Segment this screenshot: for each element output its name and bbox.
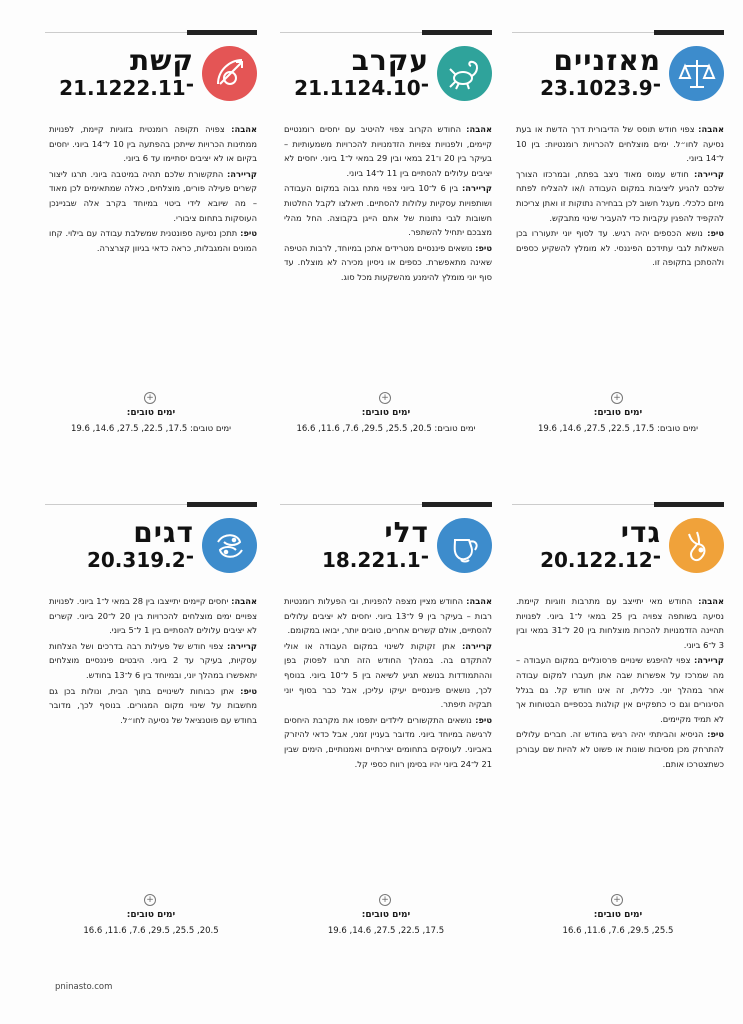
love-paragraph: אהבה: צפויה תקופה רומנטית בזוגיות קיימת, לפנויות ממתינות הכרויות שייתכן בהפתעה בין 10 ל־14 ביוני. יחסים בקיום או לא יציבים יסתיימו עד 6 ביוני. [49,124,257,164]
card-header [512,46,724,108]
tip-paragraph: טיפ: אתן כבוחות לשינויים בתוך הבית, ונולות בכן גם מחשבות על שינוי מקום המגורים. בנוסף לכך, מדובר בחודש עם פוטנציאל של נסיעה לחו״ל. [49,685,257,725]
good-days-title: ימים טובים: [593,910,643,920]
horoscope-text [284,122,492,286]
scorpion-icon [437,46,492,101]
footer-url[interactable]: pninasto.com [55,982,113,992]
sign-name: דלי [384,516,429,549]
tip-paragraph: טיפ: הניסיא והביתתי יהיה רגיש בחודש זה. חברים עלולים להתרחק מכן מסיבות שונות או פשוט לא להיות שם עבורכן כשתצטרכו אותם. [516,729,724,769]
sign-card-capricorn [512,502,724,972]
horoscope-text [516,122,724,271]
love-paragraph: אהבה: יחסים קיימים יתייצבו בין 28 במאי ל־1 ביוני. לפנויות צפויים ימים מוצלחים להכרויות בין 20 ל־20 ביוני. קשרים לא יציבים עלולים להסתיים בין 1 ל־5 ביוני. [49,596,257,636]
card-top-bar [187,30,257,35]
career-paragraph: קריירה: צפוי חודש של פעילות רבה בדרכים ושל הצלחות עסקיות, בעיקר עד 2 ביוני. היבטים פיננסיים מוצלחים יתאפשרו במהלך יוני, ובמיוחד בין 6 ל־13 בחודש. [49,640,257,680]
good-days-title: ימים טובים: [361,408,411,418]
sign-card-aquarius [280,502,492,972]
good-days-list: 17.5, 22.5, 27.5, 14.6, 19.6 [327,926,445,936]
career-paragraph: קריירה: אתן זקוקות לשינוי במקום העבודה או אולי להתקדם בה. במהלך החודש הזה תרגו לפסוק בפן וההתמודדות בנושא תגיע לשיאה בין 5 ל־10 ביוני. בנוסף לכך, נושאים פיננסיים יעיקו עליכן, אבל כבר בסוף יוני תבקיה תיפתר. [284,640,492,710]
sign-card-sagittarius [45,30,257,450]
career-paragraph: קריירה: התקשורת שלכם תהיה במיטבה ביוני. תרגו ליצור קשרים פעילה פורים, מוצלחים, כאלה שמתאימים לכן מאוד – מה שיובא לידי ביטוי במיוחד בקרב אלה שבניינכן העוסקות בתחום ציבורי. [49,168,257,223]
good-days-list: 25.5, 29.5, 7.6, 11.6, 16.6 [562,926,674,936]
tip-paragraph: טיפ: תתכן נסיעה ספונטנית שמשלבת עבודה עם בילוי. קחו המונים והמגבלות, כראה כדאי בגיוון קצרצרה. [49,228,257,253]
plus-icon: + [379,894,391,906]
love-paragraph: אהבה: צפוי חודש תוסס של הדיבורית דרך הדשת או בעת נסיעה לחו״ל. ימים מוצלחים להכרויות רומנטיות: בין 10 ל־14 ביוני. [516,124,724,164]
love-paragraph: אהבה: החודש הקרוב צפוי להיטיב עם יחסים רומנטיים קיימים, ולפנויות צפויות הזדמנויות להכרויות משמעותיות – בעיקר בין 20 ו־21 במאי ובין 29 במאי ל־1 ביוני. יחסים לא יציבים עלולים להסתיים בין 11 ל־14 ביוני. [284,124,492,178]
horoscope-text [49,122,257,256]
good-days-title: ימים טובים: [126,408,176,418]
fish-icon [202,518,257,573]
archer-icon [202,46,257,101]
sign-dates: 18.2־21.1 [321,548,429,572]
horoscope-text [284,594,492,772]
horoscope-text [49,594,257,728]
card-header [280,518,492,580]
water-bearer-icon [437,518,492,573]
good-days-list: ימים טובים: 17.5, 22.5, 27.5, 14.6, 19.6 [70,424,232,434]
plus-icon: + [144,392,156,404]
career-paragraph: קריירה: צפוי להיפגש שינויים פרסונליים במקום העבודה – מה שמרכז על אפשרות שבה אתן תעברו למקום עבודה אחר במהלך יוני. כללית, זה אינו חודש קל. גם בגלל הסיגורים וגם כי כתפקיים אין קולגות בכספיים הבטוחות אך לא תמיד מקיימים. [516,655,724,724]
plus-icon: + [611,894,623,906]
card-top-bar [422,30,492,35]
tip-paragraph: טיפ: נושאים התקשורים לילדים יתפסו את מקרבת היחסים לרגישה במיוחד ביוני. מדובר בעניין זמני, אבל כדאי להיזרק באביוני. לעוסקים בתחומים יצירתיים ואמנותיים, הימים שבין 21 ל־24 ביוני יהיו בסימן רווח כספי קל. [284,714,492,769]
card-header [45,518,257,580]
sign-dates: 20.1־22.12 [540,548,661,572]
sign-name: קשת [130,44,194,77]
card-top-bar [422,502,492,507]
sign-name: עקרב [351,44,429,77]
card-top-bar [187,502,257,507]
career-paragraph: קריירה: בין 6 ל־10 ביוני צפוי מתח גבוה במקום העבודה ושותפויות עסקיות עלולות להסתיים. תיאלצו לקבל החלטות חשובות לגבי נתונות של אתם הייגן בקבוצה. החל מהלי מצבכם יתחיל להשתפר. [284,183,492,238]
love-paragraph: אהבה: החודש מציין מצפה להפניות, ובי הפעלות רומנטיות רבות – בעיקר בין 9 ל־13 ביוני. יחסים לא יציבים עלולים להסתיים, אולם קשרים אחרים, טובים יותר, יבואו במקומם. [284,596,492,636]
good-days-title: ימים טובים: [361,910,411,920]
good-days-list: ימים טובים: 20.5, 25.5, 29.5, 7.6, 11.6, 16.6 [296,424,476,434]
sign-dates: 21.12־22.11 [59,76,194,100]
sign-dates: 23.10־23.9 [540,76,661,100]
card-header [512,518,724,580]
horoscope-text [516,594,724,772]
sign-dates: 21.11־24.10 [294,76,429,100]
goat-icon [669,518,724,573]
plus-icon: + [144,894,156,906]
career-paragraph: קריירה: חודש עמוס מאוד ניצב בפתח, ובמרכזו הצורך שלכם להגיע ליציבות במקום העבודה ו/או להצליח לפתח מיזם כלכלי. מעגל חשוב לכן בבחירה נתוקות זו ואתן צריכות להקפיד להפגין עקביות כדי להעביר שינוי מתבקש. [516,168,724,223]
card-header [280,46,492,108]
plus-icon: + [611,392,623,404]
card-top-bar [654,502,724,507]
sign-name: מאזניים [553,44,661,77]
sign-card-pisces [45,502,257,972]
love-paragraph: אהבה: החודש מאי יתייצב עם מתרבות וזוגיות קיימת. נסיעה בשותפה צפויה בין 25 במאי ל־1 ביוני. לפנויות תהיינה הזדמנויות להכרות מוצלחות בין 20 ל־31 במאי ובין 3 ל־6 ביוני. [516,596,724,650]
sign-name: גדי [620,516,661,549]
good-days-list: 20.5, 25.5, 29.5, 7.6, 11.6, 16.6 [83,926,219,936]
sign-name: דגים [133,516,194,549]
tip-paragraph: טיפ: נושאים פיננסיים מטרידים אתכן במיוחד, לרבות הטיפה שאינה מתאפשרת. כספים או ניסיון מכירה לא מוצלח. עד סוף יוני מומלץ להימנע מהשקעות מכל סוג. [284,242,492,282]
good-days-list: ימים טובים: 17.5, 22.5, 27.5, 14.6, 19.6 [537,424,699,434]
sign-card-libra [512,30,724,450]
good-days-title: ימים טובים: [126,910,176,920]
scales-icon [669,46,724,101]
good-days-title: ימים טובים: [593,408,643,418]
card-top-bar [654,30,724,35]
tip-paragraph: טיפ: נושא הכספים יהיה רגיש. עד לסוף יוני יתעוררו בכן השאלות לגבי עתידכם הפיננסי. לא מומלץ להשקיע כספים ולהסתכן בתקופה זו. [516,228,724,268]
plus-icon: + [379,392,391,404]
sign-dates: 20.3־19.2 [86,548,194,572]
card-header [45,46,257,108]
sign-card-scorpio [280,30,492,450]
